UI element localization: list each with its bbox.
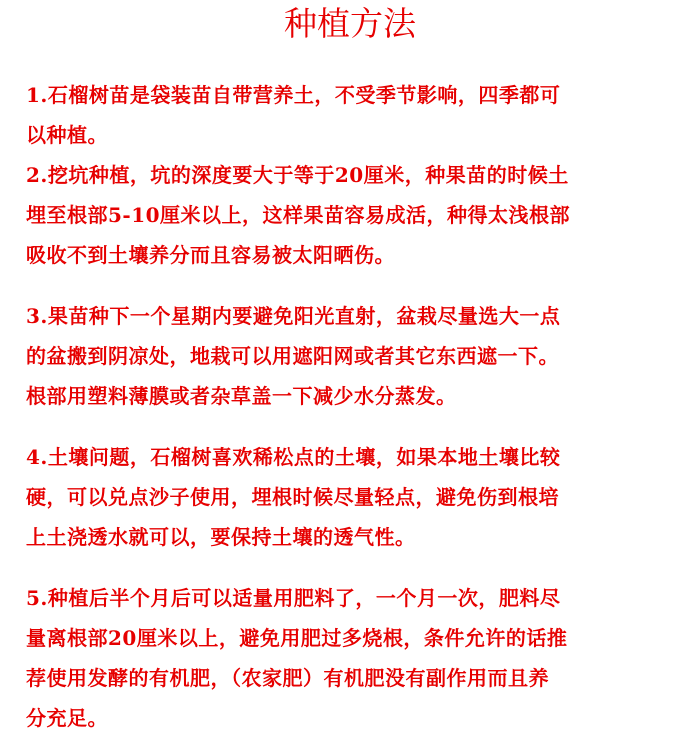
method-item-4 [26,437,676,557]
item-2-line-1: 2.挖坑种植，坑的深度要大于等于20厘米，种果苗的时候土 [26,163,569,187]
item-2-line-3: 吸收不到土壤养分而且容易被太阳晒伤。 [26,243,395,267]
method-item-2 [26,155,676,275]
item-3-line-2: 的盆搬到阴凉处，地栽可以用遮阳网或者其它东西遮一下。 [26,344,559,368]
item-3-line-3: 根部用塑料薄膜或者杂草盖一下减少水分蒸发。 [26,384,457,408]
item-1-line-1: 1.石榴树苗是袋装苗自带营养土，不受季节影响，四季都可 [26,83,561,107]
item-1-line-2: 以种植。 [26,123,108,147]
item-4-line-1: 4.土壤问题，石榴树喜欢稀松点的土壤，如果本地土壤比较 [26,445,561,469]
item-2-line-2: 埋至根部5-10厘米以上，这样果苗容易成活，种得太浅根部 [26,203,571,227]
method-item-1 [26,75,676,155]
method-item-5 [26,578,676,738]
page-title: 种植方法 [284,4,416,43]
item-5-line-3: 荐使用发酵的有机肥，（农家肥）有机肥没有副作用而且养 [26,666,549,690]
item-3-line-1: 3.果苗种下一个星期内要避免阳光直射，盆栽尽量选大一点 [26,304,561,328]
item-4-line-3: 上土浇透水就可以，要保持土壤的透气性。 [26,525,416,549]
item-5-line-2: 量离根部20厘米以上，避免用肥过多烧根，条件允许的话推 [26,626,568,650]
item-4-line-2: 硬，可以兑点沙子使用，埋根时候尽量轻点，避免伤到根培 [26,485,559,509]
method-item-3 [26,296,676,416]
item-5-line-1: 5.种植后半个月后可以适量用肥料了，一个月一次，肥料尽 [26,586,561,610]
item-5-line-4: 分充足。 [26,706,108,730]
